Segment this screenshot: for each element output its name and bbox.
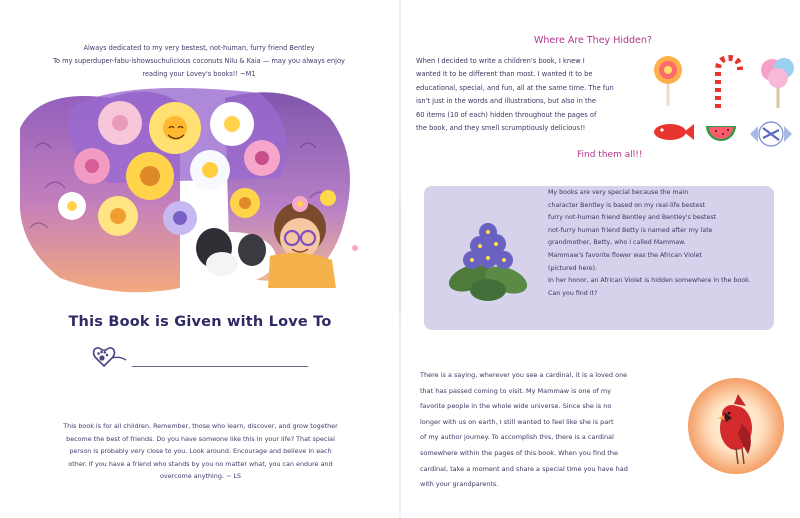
hidden-items-title: Where Are They Hidden? [534, 35, 652, 46]
fish-candy-icon [654, 124, 694, 140]
cardinal-line: that has passed coming to visit. My Mammaw is one of my [420, 386, 612, 395]
cardinal-line: with your grandparents. [420, 480, 499, 489]
dedication-line: To my superduper-fabu-ishowsuchulicious coconuts Nilu & Kaia — may you always enjoy [53, 57, 345, 65]
violet-line: My books are very special because the main [548, 189, 689, 196]
violet-line: (pictured here). [548, 264, 598, 272]
wrapped-candy-icon [750, 122, 792, 146]
friends-message [48, 420, 353, 483]
hidden-items-text [416, 55, 644, 135]
dedication-line: reading your Lovey's books!! ~M1 [142, 70, 256, 78]
given-title: This Book is Given with Love To [68, 314, 332, 330]
watermelon-candy-icon [706, 126, 736, 141]
violet-line: Can you find it? [548, 289, 598, 297]
violet-line: not-furry human friend Betty is named after my late [548, 226, 713, 234]
recipient-line [132, 366, 308, 367]
friends-line: other. If you have a friend who stands by you no matter what, you can endure and [68, 459, 333, 468]
cardinal-line: There is a saying, wherever you see a cardinal, it is a loved one [420, 371, 628, 379]
candy-cane-icon [718, 58, 740, 108]
cardinal-line: favorite people in the whole wide universe. Since she is no [420, 402, 612, 411]
cotton-candy-icon [761, 58, 794, 108]
hidden-line: wanted it to be different than most. I wanted it to be [416, 70, 593, 79]
right-page [400, 0, 800, 518]
friends-line: become the best of friends. Do you have someone like this in your life? That special [66, 434, 335, 443]
cardinal-line: somewhere within the pages of this book. When you find the [420, 448, 618, 457]
hidden-line: When I decided to write a children's book, I knew I [416, 57, 585, 65]
dedication-line: Always dedicated to my very bestest, not-human, furry friend Bentley [83, 44, 315, 52]
cardinal-line: longer with us on earth, I still wanted to feel like she is part [420, 417, 614, 426]
friends-line: overcome anything. ~ LS [160, 472, 241, 481]
african-violet-text [548, 187, 770, 300]
hidden-line: the book, and they smell scrumptiously delicious!! [416, 124, 586, 133]
cardinal-line: cardinal, take a moment and share a special time you have had [420, 464, 628, 473]
candy-items [648, 48, 794, 158]
heart-paw-icon [92, 342, 128, 370]
friends-line: This book is for all children. Remember, those who learn, discover, and grow together [63, 422, 338, 430]
violet-line: In her honor, an African Violet is hidden somewhere in the book. [548, 277, 751, 285]
hidden-line: educational, special, and fun, all at the same time. The fun [416, 83, 614, 92]
friends-line: person is probably very close to you. Look around. Encourage and believe in each [69, 447, 332, 456]
cardinal-line: of my author journey. To accomplish this, there is a cardinal [420, 433, 614, 442]
hidden-line: isn't just in the words and illustrations, but also in the [416, 97, 596, 106]
dedication [38, 42, 360, 81]
cardinal-icon [698, 384, 774, 470]
lollipop-icon [654, 56, 682, 106]
african-violet-icon [440, 210, 538, 310]
violet-line: Mammaw's favorite flower was the African Violet [548, 251, 702, 259]
cardinal-text [420, 368, 682, 493]
violet-line: character Bentley is based on my real-life bestest [548, 201, 705, 209]
violet-line: grandmother, Betty, who I called Mammaw. [548, 239, 686, 247]
violet-line: furry not-human friend Bentley and Bentley's bestest [548, 214, 717, 222]
hidden-line: 60 items (10 of each) hidden throughout the pages of [416, 110, 597, 119]
find-them-all: Find them all!! [577, 150, 643, 160]
flower-dog-girl-illustration [0, 88, 400, 300]
